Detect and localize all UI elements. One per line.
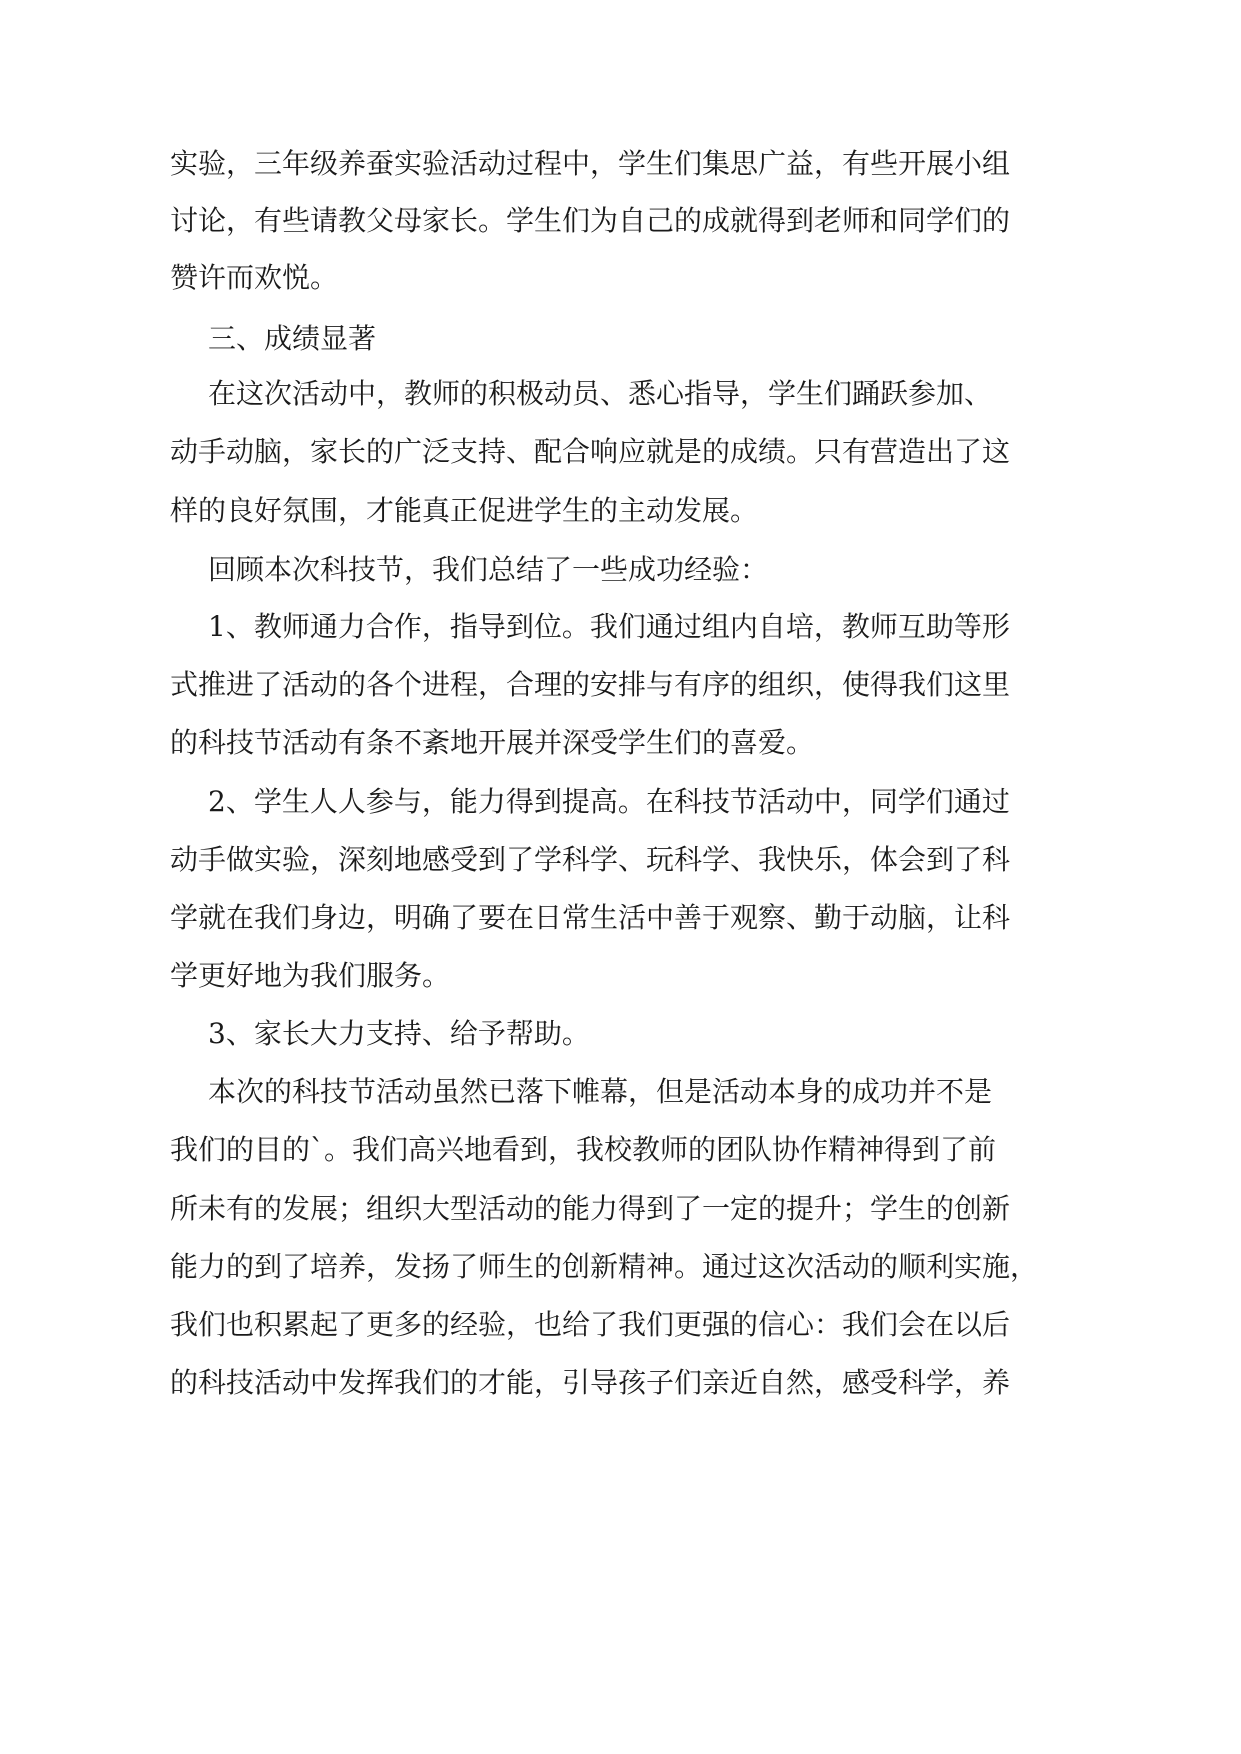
text-line: 样的良好氛围，才能真正促进学生的主动发展。	[170, 494, 759, 527]
text-line: 实验，三年级养蚕实验活动过程中，学生们集思广益，有些开展小组	[170, 147, 1011, 180]
text-line: 所未有的发展；组织大型活动的能力得到了一定的提升；学生的创新	[170, 1192, 1011, 1225]
text-line: 能力的到了培养，发扬了师生的创新精神。通过这次活动的顺利实施，	[170, 1250, 1039, 1283]
text-line: 1、教师通力合作，指导到位。我们通过组内自培，教师互助等形	[208, 610, 1010, 643]
text-line: 在这次活动中，教师的积极动员、悉心指导，学生们踊跃参加、	[208, 377, 993, 410]
text-line: 本次的科技节活动虽然已落下帷幕，但是活动本身的成功并不是	[208, 1075, 993, 1108]
text-line: 2、学生人人参与，能力得到提高。在科技节活动中，同学们通过	[208, 785, 1010, 818]
text-line: 赞许而欢悦。	[170, 261, 339, 294]
text-line: 回顾本次科技节，我们总结了一些成功经验：	[208, 553, 769, 586]
text-line: 我们也积累起了更多的经验，也给了我们更强的信心：我们会在以后	[170, 1308, 1011, 1341]
text-line: 学就在我们身边，明确了要在日常生活中善于观察、勤于动脑，让科	[170, 901, 1011, 934]
text-line: 式推进了活动的各个进程，合理的安排与有序的组织，使得我们这里	[170, 668, 1011, 701]
text-line: 我们的目的`。我们高兴地看到，我校教师的团队协作精神得到了前	[170, 1133, 997, 1166]
text-line: 讨论，有些请教父母家长。学生们为自己的成就得到老师和同学们的	[170, 204, 1011, 237]
text-line: 动手做实验，深刻地感受到了学科学、玩科学、我快乐，体会到了科	[170, 843, 1011, 876]
text-line: 的科技活动中发挥我们的才能，引导孩子们亲近自然，感受科学，养	[170, 1366, 1011, 1399]
text-line: 的科技节活动有条不紊地开展并深受学生们的喜爱。	[170, 726, 815, 759]
section-heading: 三、成绩显著	[208, 322, 377, 355]
text-line: 3、家长大力支持、给予帮助。	[208, 1017, 590, 1050]
text-line: 学更好地为我们服务。	[170, 959, 451, 992]
text-line: 动手动脑，家长的广泛支持、配合响应就是的成绩。只有营造出了这	[170, 435, 1011, 468]
